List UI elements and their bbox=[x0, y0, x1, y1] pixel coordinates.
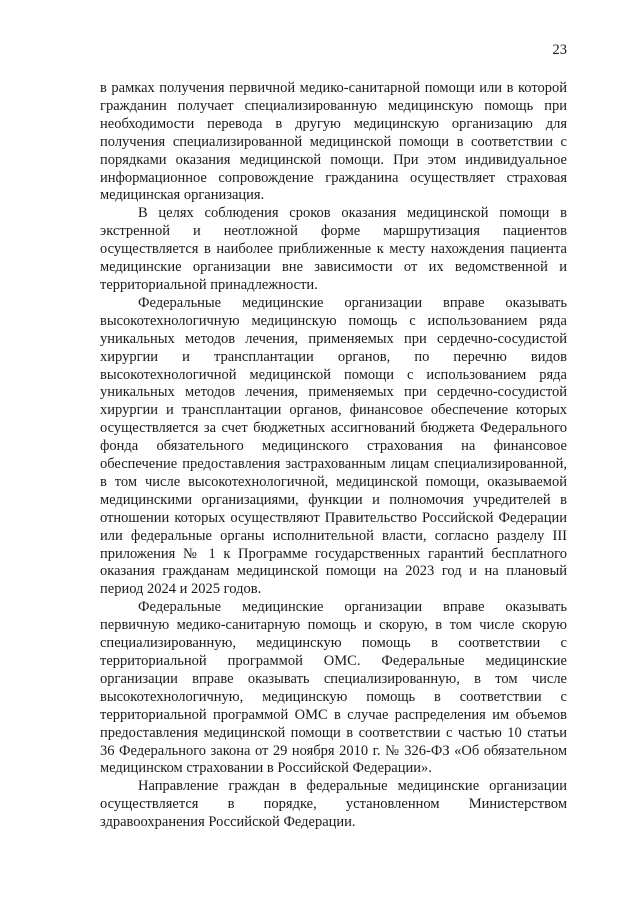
paragraph-referral-procedure: Направление граждан в федеральные медицинские организации осуществляется в порядке, установленном Министерством здравоохранения Российской Федерации. bbox=[100, 778, 567, 831]
paragraph-emergency-routing: В целях соблюдения сроков оказания медицинской помощи в экстренной и неотложной форме маршрутизация пациентов осуществляется в наиболее приближенные к месту нахождения пациента медицинские организации вне зависимости от их ведомственной и территориальной принадлежности. bbox=[100, 205, 567, 293]
page-number: 23 bbox=[552, 42, 567, 58]
document-body bbox=[100, 80, 567, 832]
paragraph-continuation: в рамках получения первичной медико-санитарной помощи или в которой гражданин получает специализированную медицинскую помощь при необходимости перевода в другую медицинскую организацию для получения специализированной медицинской помощи в соответствии с порядками оказания медицинской помощи. При этом индивидуальное информационное сопровождение гражданина осуществляет страховая медицинская организация. bbox=[100, 80, 567, 204]
paragraph-federal-primary-care: Федеральные медицинские организации вправе оказывать первичную медико-санитарную помощь и скорую, в том числе скорую специализированную, медицинскую помощь в соответствии с территориальной программой ОМС. Федеральные медицинские организации вправе оказывать специализированную, в том числе высокотехнологичную, медицинскую помощь в соответствии с территориальной программой ОМС в случае распределения им объемов предоставления медицинской помощи в соответствии с частью 10 статьи 36 Федерального закона от 29 ноября 2010 г. № 326-ФЗ «Об обязательном медицинском страховании в Российской Федерации». bbox=[100, 599, 567, 777]
paragraph-federal-high-tech-care: Федеральные медицинские организации вправе оказывать высокотехнологичную медицинскую помощь с использованием ряда уникальных методов лечения, применяемых при сердечно-сосудистой хирургии и трансплантации органов, по перечню видов высокотехнологичной медицинской помощи с использованием ряда уникальных методов лечения, применяемых при сердечно-сосудистой хирургии и трансплантации органов, финансовое обеспечение которых осуществляется за счет бюджетных ассигнований бюджета Федерального фонда обязательного медицинского страхования на финансовое обеспечение предоставления застрахованным лицам специализированной, в том числе высокотехнологичной, медицинской помощи, оказываемой медицинскими организациями, функции и полномочия учредителей в отношении которых осуществляют Правительство Российской Федерации или федеральные органы исполнительной власти, согласно разделу III приложения № 1 к Программе государственных гарантий бесплатного оказания гражданам медицинской помощи на 2023 год и на плановый период 2024 и 2025 годов. bbox=[100, 294, 567, 598]
